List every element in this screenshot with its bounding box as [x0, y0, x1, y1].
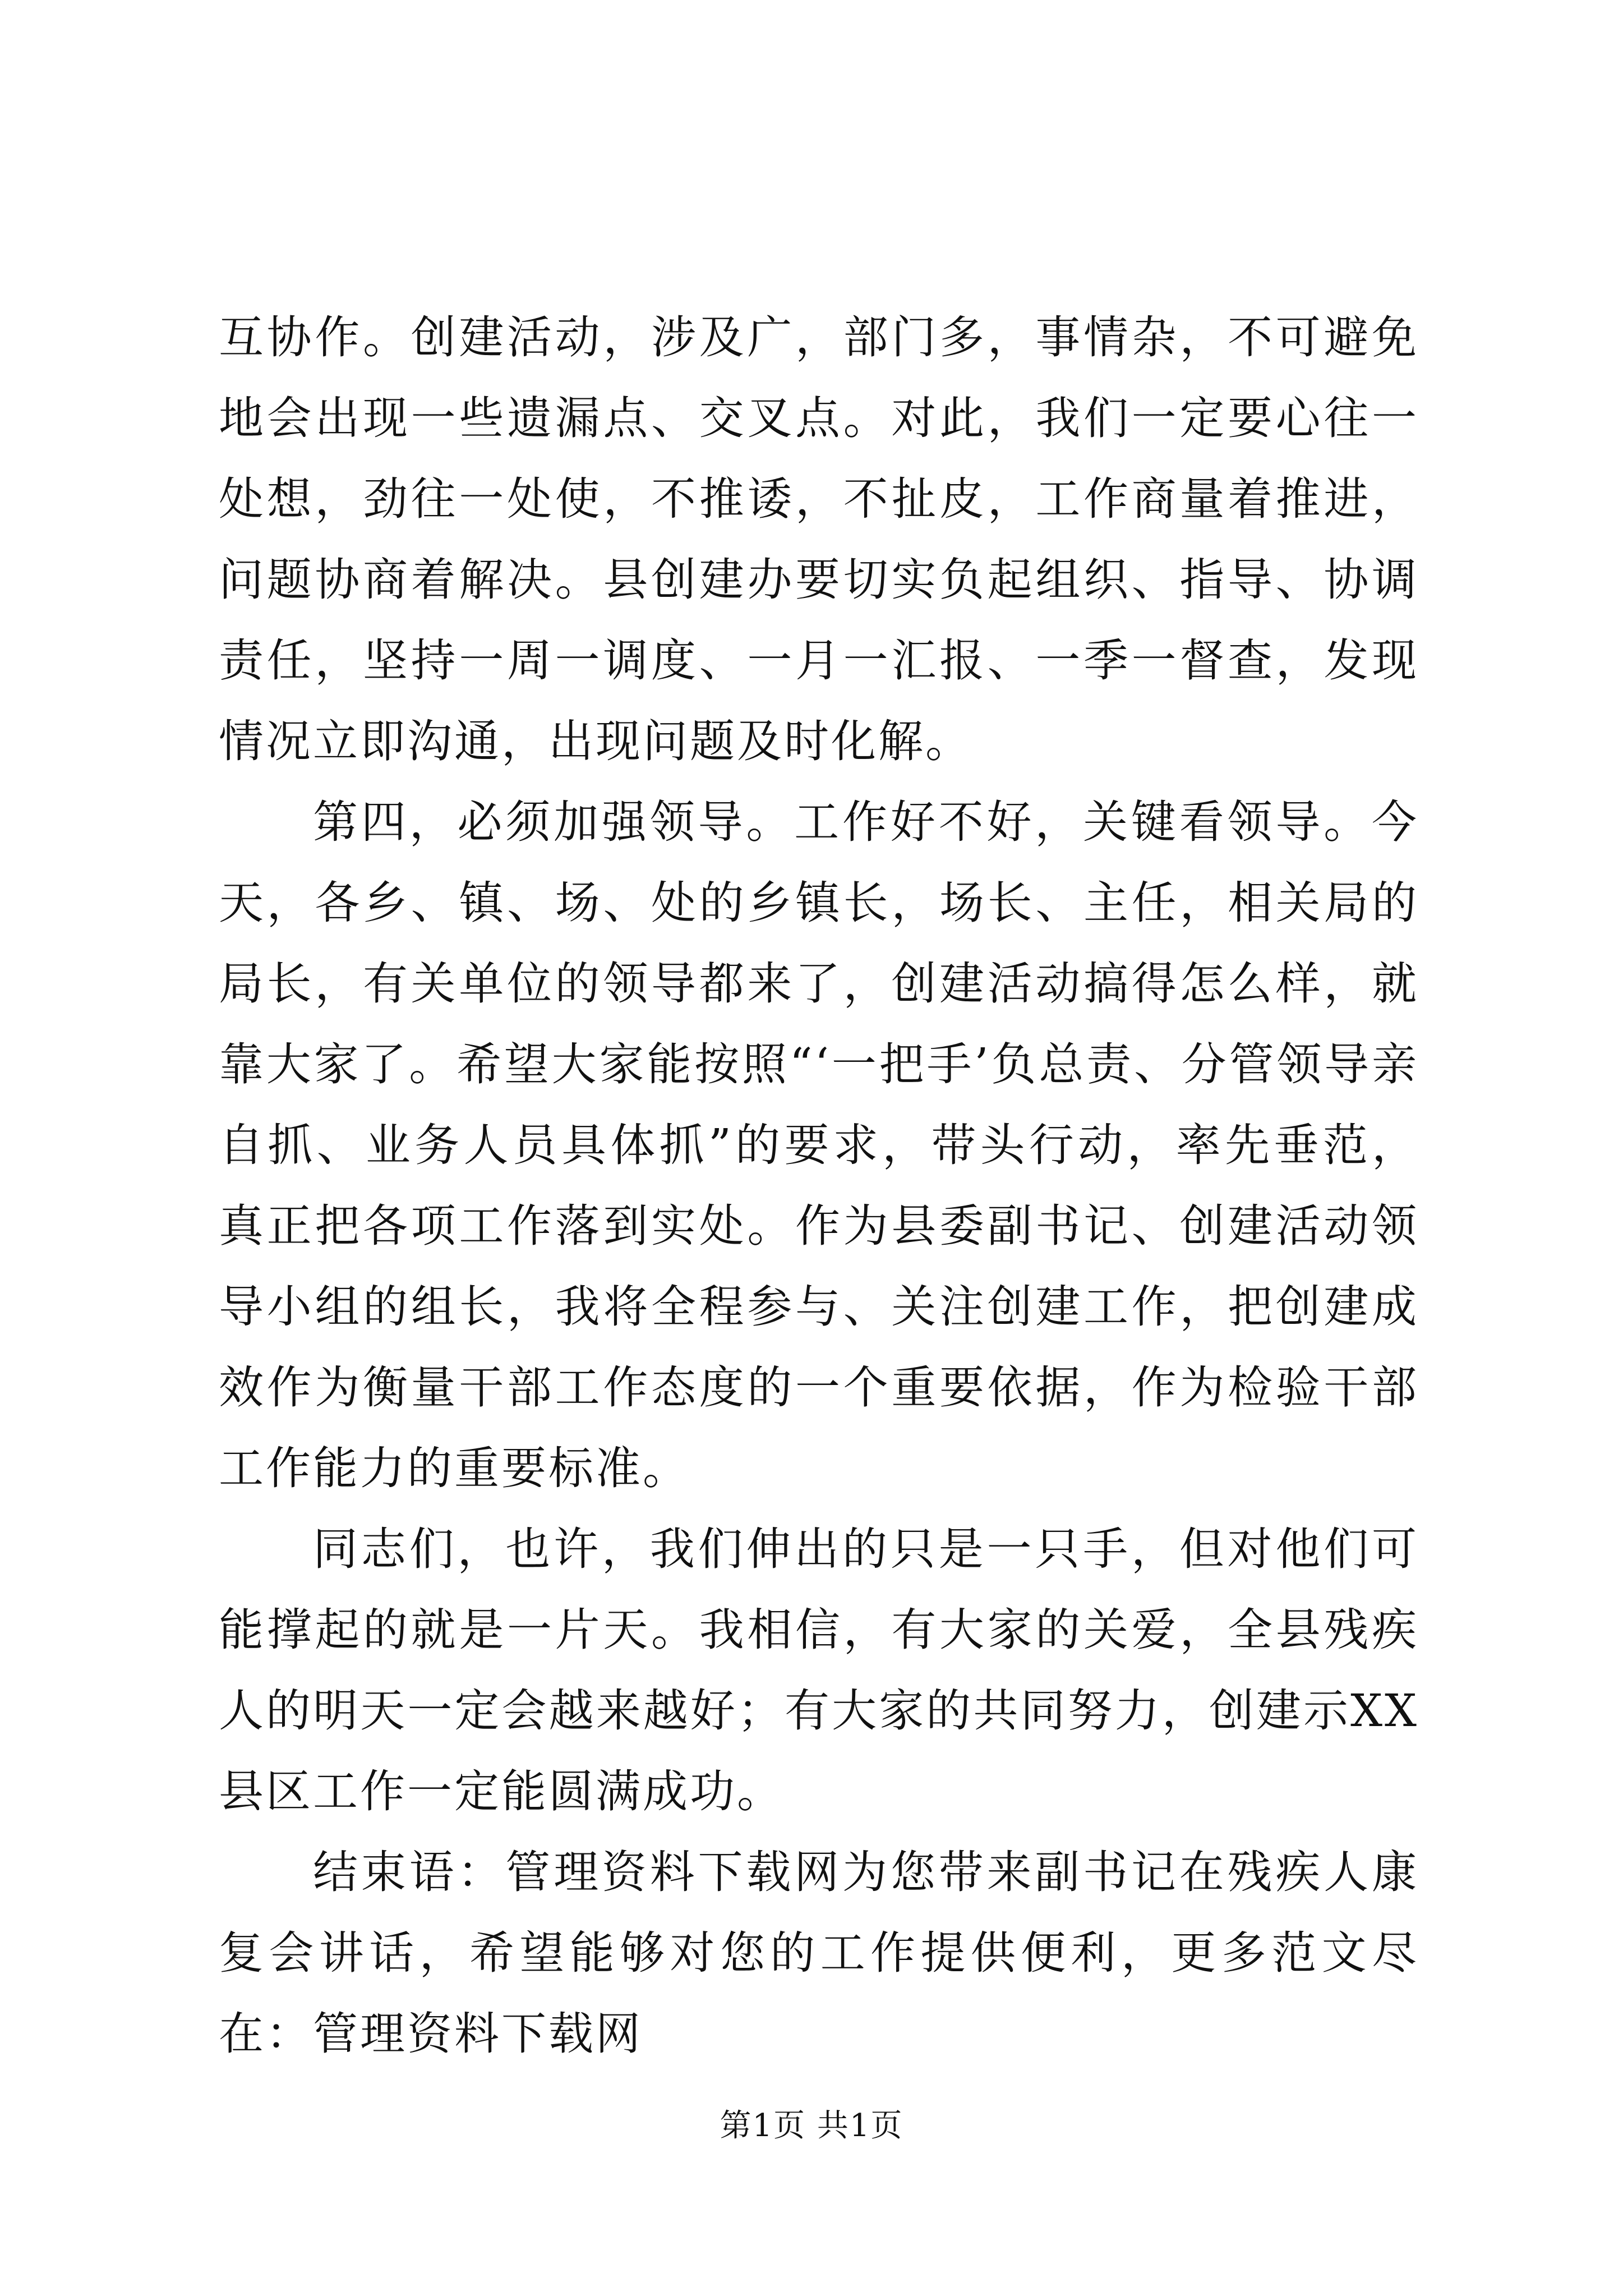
paragraph-leadership: 第四，必须加强领导。工作好不好，关键看领导。今天，各乡、镇、场、处的乡镇长，场长、主任，相关局的局长，有关单位的领导都来了，创建活动搞得怎么样，就靠大家了。希望大家能按照“‘一把手’负总责、分管领导亲自抓、业务人员具体抓”的要求，带头行动，率先垂范，真正把各项工作落到实处。作为县委副书记、创建活动领导小组的组长，我将全程参与、关注创建工作，把创建成效作为衡量干部工作态度的一个重要依据，作为检验干部工作能力的重要标准。: [219, 796, 1419, 1494]
body-text: [219, 297, 1419, 2074]
paragraph-continuation: 互协作。创建活动，涉及广，部门多，事情杂，不可避免地会出现一些遗漏点、交叉点。对此，我们一定要心往一处想，劲往一处使，不推诿，不扯皮，工作商量着推进，问题协商着解决。县创建办要切实负起组织、指导、协调责任，坚持一周一调度、一月一汇报、一季一督查，发现情况立即沟通，出现问题及时化解。: [219, 311, 1419, 767]
page-footer: 第1页 共1页: [720, 2108, 903, 2144]
paragraph-closing-note: 结束语：管理资料下载网为您带来副书记在残疾人康复会讲话，希望能够对您的工作提供便利，更多范文尽在：管理资料下载网: [219, 1846, 1419, 2060]
paragraph-comrades: 同志们，也许，我们伸出的只是一只手，但对他们可能撑起的就是一片天。我相信，有大家的关爱，全县残疾人的明天一定会越来越好；有大家的共同努力，创建示XX县区工作一定能圆满成功。: [219, 1523, 1419, 1818]
